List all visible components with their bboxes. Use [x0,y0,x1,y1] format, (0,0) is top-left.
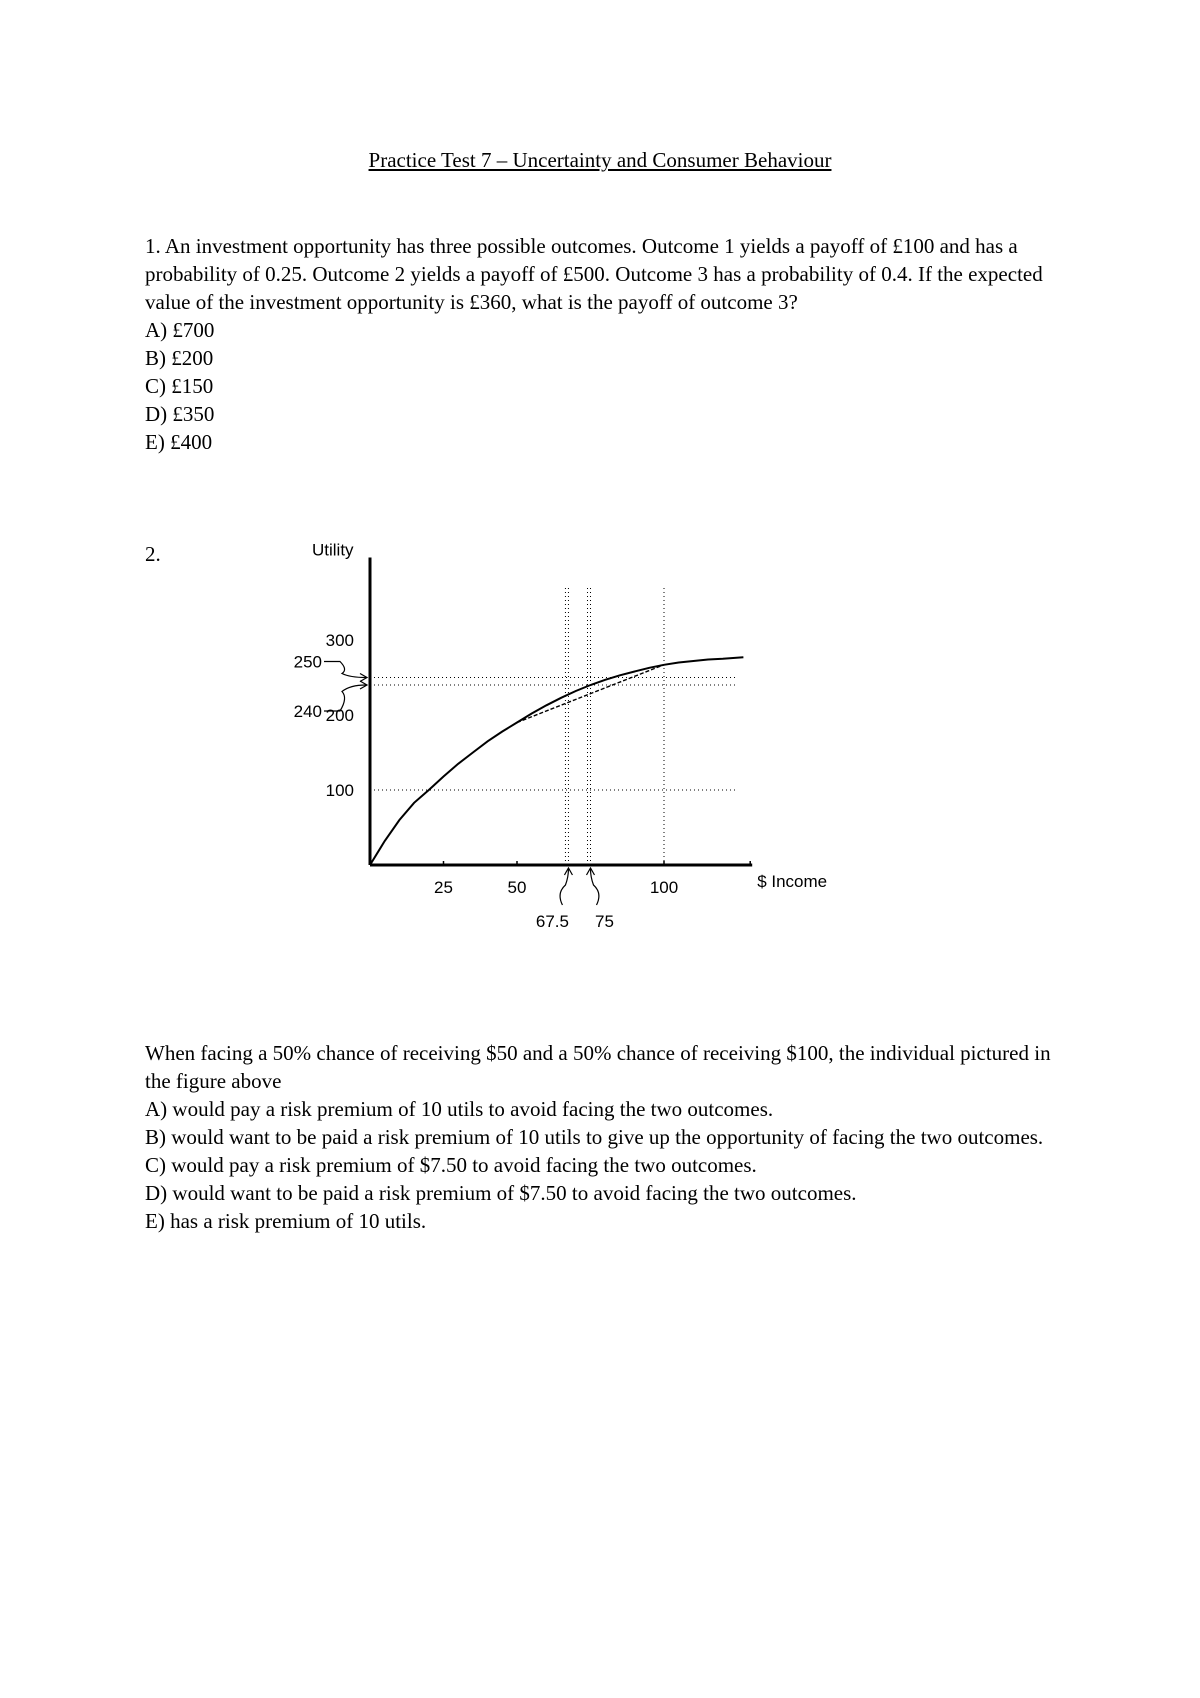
utility-chart [290,540,930,1015]
question-2-option-a: A) would pay a risk premium of 10 utils to avoid facing the two outcomes. [145,1097,774,1121]
question-1-stem: 1. An investment opportunity has three possible outcomes. Outcome 1 yields a payoff of £100 and has a probability of 0.25. Outcome 2 yields a payoff of £500. Outcome 3 has a probability of 0.4. If the expected value of the investment opportunity is £360, what is the payoff of outcome 3? [145,234,1043,314]
axis-ticks [326,631,751,897]
question-2-option-c: C) would pay a risk premium of $7.50 to avoid facing the two outcomes. [145,1153,757,1177]
utility-curve [370,657,743,865]
y-tick-label: 100 [325,781,354,800]
question-1-option-a: A) £700 [145,318,215,342]
annotation-arrow [324,662,366,678]
x-tick-label: 100 [649,878,679,897]
question-1-option-e: E) £400 [145,430,213,454]
question-2 [145,1039,1075,1235]
y-tick-label: 300 [325,631,354,650]
annotation-label: 67.5 [535,912,569,931]
question-1 [145,232,1075,456]
annotation-label: 250 [293,652,322,672]
y-tick-label: 200 [325,706,354,725]
guide-lines [370,588,738,866]
x-tick-label: 25 [434,878,453,897]
x-tick-label: 50 [507,878,527,897]
chord-line [517,665,664,723]
x-axis-label: $ Income [757,872,828,891]
question-2-number: 2. [145,542,161,566]
y-axis-label: Utility [312,540,354,560]
question-2-stem: When facing a 50% chance of receiving $50 and a 50% chance of receiving $100, the individual pictured in the figure above [145,1041,1051,1093]
annotation-label: 240 [293,702,322,721]
question-1-option-c: C) £150 [145,374,214,398]
question-2-option-d: D) would want to be paid a risk premium of $7.50 to avoid facing the two outcomes. [145,1181,857,1205]
question-1-option-b: B) £200 [145,346,214,370]
question-1-option-d: D) £350 [145,402,215,426]
question-2-option-b: B) would want to be paid a risk premium of 10 utils to give up the opportunity of facing the two outcomes. [145,1125,1044,1149]
question-2-option-e: E) has a risk premium of 10 utils. [145,1209,427,1233]
page-title: Practice Test 7 – Uncertainty and Consumer Behaviour [368,148,832,172]
annotation-label: 75 [595,912,614,931]
